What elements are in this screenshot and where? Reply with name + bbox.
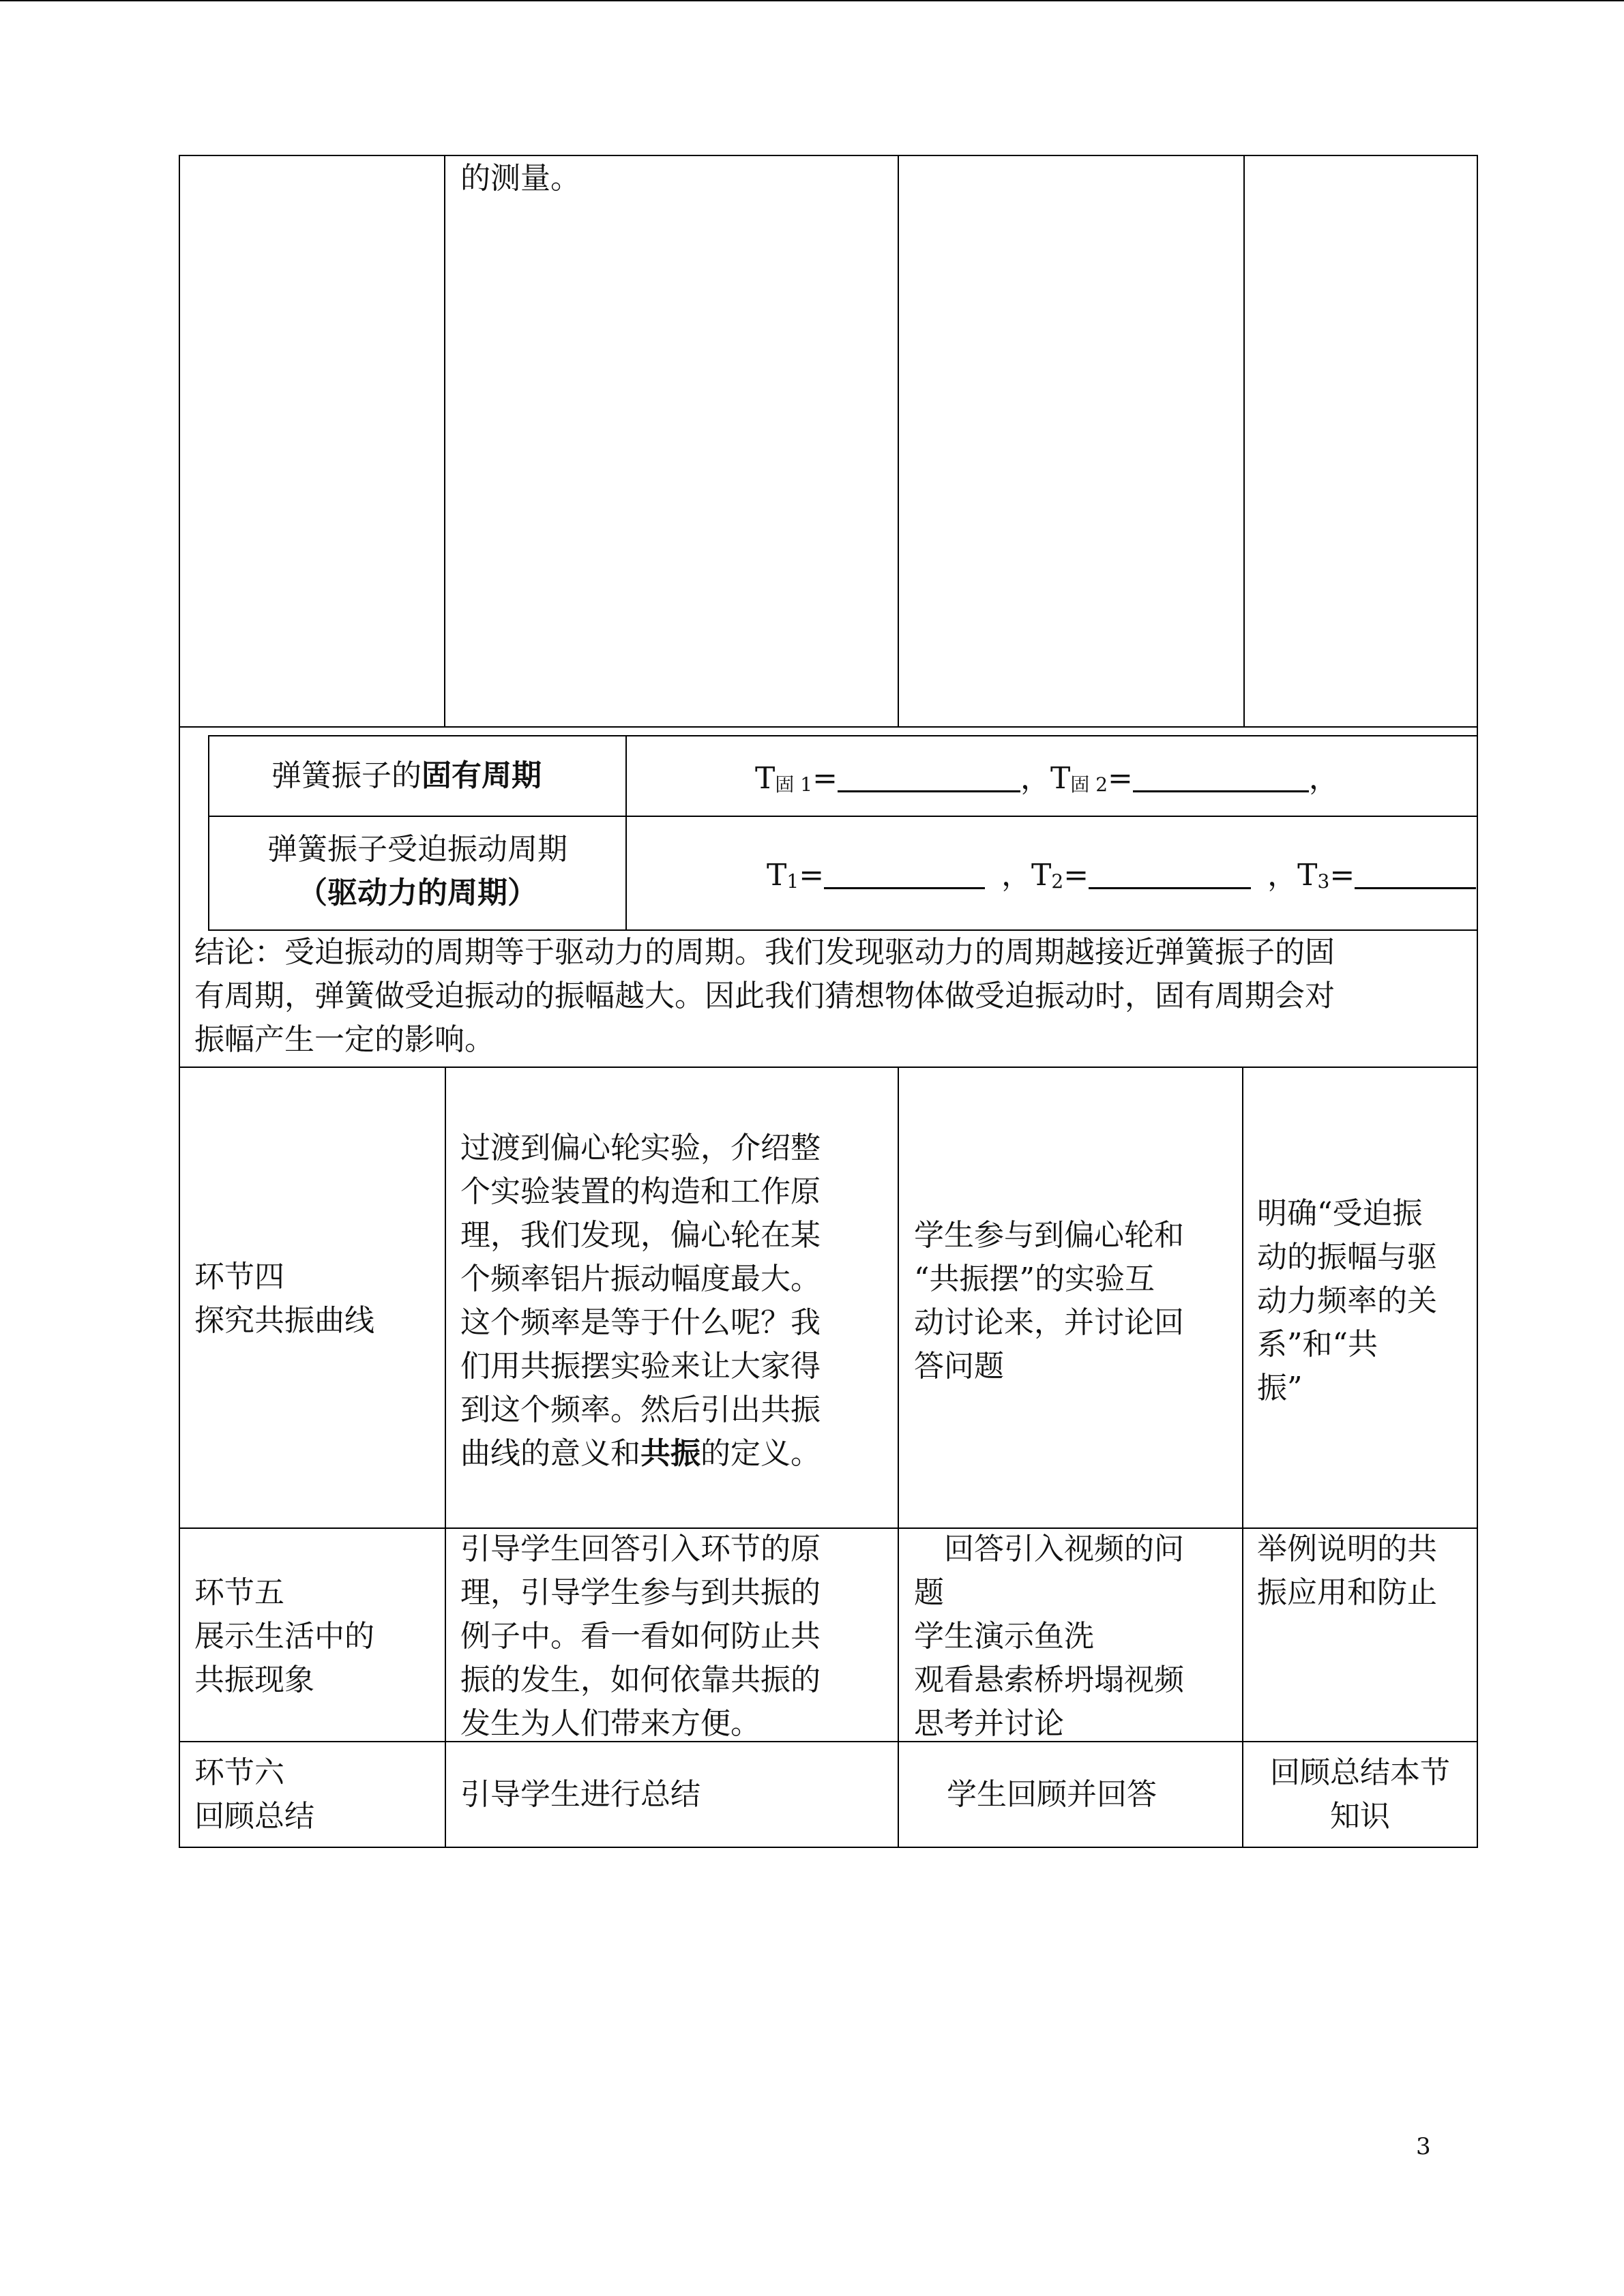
table-rule xyxy=(179,726,1478,728)
section4-design-intent: 明确“受迫振 动的振幅与驱 动力频率的关 系”和“共 振” xyxy=(1257,1196,1437,1405)
section4-stage: 环节四 探究共振曲线 xyxy=(194,1259,374,1338)
table-border-right xyxy=(1477,155,1478,1848)
section4-student-activity: 学生参与到偏心轮和 “共振摆”的实验互 动讨论来，并讨论回 答问题 xyxy=(914,1218,1184,1384)
top-cell-text: 的测量。 xyxy=(460,161,580,196)
section6-stage: 环节六 回顾总结 xyxy=(194,1755,314,1834)
natural-period-2-blank[interactable] xyxy=(1133,763,1309,792)
forced-period-3-blank[interactable] xyxy=(1355,860,1476,889)
period-table-border xyxy=(208,816,1478,817)
column-rule xyxy=(444,155,445,726)
forced-period-label: 弹簧振子受迫振动周期 （驱动力的周期） xyxy=(267,832,567,910)
column-rule xyxy=(1242,1067,1243,1848)
conclusion-text: 结论：受迫振动的周期等于驱动力的周期。我们发现驱动力的周期越接近弹簧振子的固 有周期，弹簧做受迫振动的振幅越大。因此我们猜想物体做受迫振动时，固有周期会对 振幅产生一定的影响。 xyxy=(194,935,1335,1057)
section5-design-intent: 举例说明的共 振应用和防止 xyxy=(1257,1532,1437,1610)
page-top-rule xyxy=(0,0,1624,1)
table-rule xyxy=(179,1741,1478,1742)
section4-teacher-activity: 过渡到偏心轮实验，介绍整 个实验装置的构造和工作原 理，我们发现，偏心轮在某 个频率铝片振动幅度最大。 这个频率是等于什么呢？我 们用共振摆实验来让大家得 到这个频率。然后引出共振 曲线的意义和共振的定义。 xyxy=(460,1131,821,1471)
column-rule xyxy=(1243,155,1245,726)
table-border-bottom xyxy=(179,1847,1478,1848)
forced-period-fields: T1= ，T2= ，T3= xyxy=(767,854,1476,904)
table-border-top xyxy=(179,155,1478,156)
period-table-border xyxy=(208,735,1478,736)
natural-period-1-blank[interactable] xyxy=(838,763,1020,792)
natural-period-fields: T固 1= ，T固 2= ， xyxy=(755,761,1339,796)
table-border-left xyxy=(179,155,180,1848)
period-table-border xyxy=(625,735,627,931)
section5-student-activity: 回答引入视频的问 题 学生演示鱼洗 观看悬索桥坍塌视频 思考并讨论 xyxy=(914,1532,1184,1741)
column-rule xyxy=(898,1067,899,1848)
section5-teacher-activity: 引导学生回答引入环节的原 理，引导学生参与到共振的 例子中。看一看如何防止共 振的发生，如何依靠共振的 发生为人们带来方便。 xyxy=(460,1532,821,1741)
section6-design-intent: 回顾总结本节 知识 xyxy=(1270,1755,1450,1834)
forced-period-1-blank[interactable] xyxy=(824,860,985,889)
forced-period-2-blank[interactable] xyxy=(1089,860,1251,889)
column-rule xyxy=(898,155,899,726)
column-rule xyxy=(445,1067,446,1848)
table-rule xyxy=(179,1067,1478,1068)
natural-period-label: 弹簧振子的固有周期 xyxy=(271,758,542,793)
section6-student-activity: 学生回顾并回答 xyxy=(947,1777,1157,1812)
page-number: 3 xyxy=(1416,2133,1431,2160)
section6-teacher-activity: 引导学生进行总结 xyxy=(460,1777,700,1812)
section5-stage: 环节五 展示生活中的 共振现象 xyxy=(194,1575,374,1697)
